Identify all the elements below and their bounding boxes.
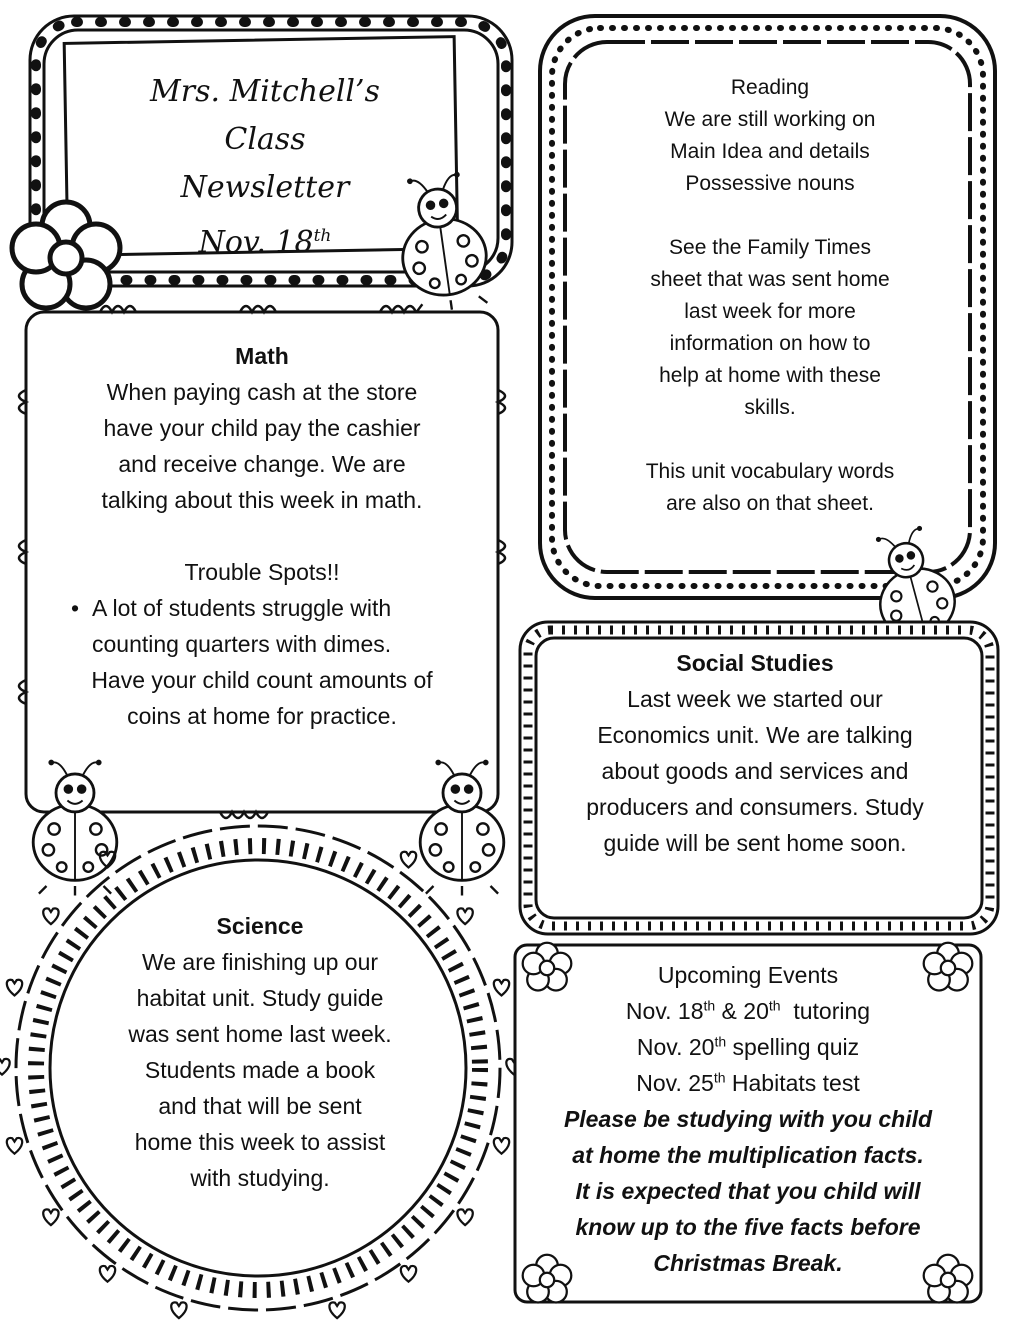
title-line-2: Class [224,122,306,157]
events-heading: Upcoming Events [657,962,839,988]
events-section [528,957,968,1281]
reading-line: last week for more [684,300,856,323]
heart-icon [43,908,58,924]
science-line: with studying. [190,1165,330,1191]
event-habitats-test: Nov. 25th Habitats test [636,1069,860,1096]
social-studies-line: about goods and services and [601,758,909,784]
social-studies-line: Economics unit. We are talking [597,722,913,748]
heart-icon [7,980,22,996]
trouble-spots-heading: Trouble Spots!! [184,559,340,585]
events-note-line: at home the multiplication facts. [572,1142,924,1168]
math-line: have your child pay the cashier [103,415,421,441]
heart-icon [329,1302,344,1318]
heart-icon [401,1266,416,1282]
title-line-1: Mrs. Mitchell’s [150,74,380,109]
social-studies-section [545,645,965,861]
reading-line: sheet that was sent home [650,268,890,291]
science-line: and that will be sent [158,1093,362,1119]
heart-icon [457,1209,472,1225]
science-line: We are finishing up our [141,949,379,975]
reading-heading: Reading [730,76,810,99]
event-spelling-quiz: Nov. 20th spelling quiz [636,1033,860,1060]
math-line: and receive change. We are [118,451,406,477]
heart-icon [43,1209,58,1225]
math-heading: Math [235,343,289,369]
reading-line: See the Family Times [669,236,871,259]
science-heading: Science [216,913,304,939]
math-line: When paying cash at the store [106,379,418,405]
reading-line: This unit vocabulary words [645,460,895,483]
reading-line: help at home with these [659,364,881,387]
heart-icon [0,1059,10,1075]
trouble-spot-item: • A lot of students struggle with counting quarters with dimes. [52,590,472,662]
newsletter-title [90,68,440,267]
science-line: habitat unit. Study guide [136,985,384,1011]
events-note-line: know up to the five facts before [575,1214,921,1240]
heart-icon [7,1138,22,1154]
math-line: talking about this week in math. [101,487,423,513]
bullet-icon: • [70,595,80,621]
events-note-line: Christmas Break. [653,1250,843,1276]
title-line-3: Newsletter [180,170,350,205]
events-note-line: It is expected that you child will [575,1178,921,1204]
social-studies-heading: Social Studies [676,650,834,676]
math-section [52,338,472,734]
events-note-line: Please be studying with you child [563,1106,933,1132]
science-line: was sent home last week. [128,1021,392,1047]
heart-icon [100,1266,115,1282]
heart-icon [494,980,509,996]
title-date: Nov. 18th [198,225,332,260]
heart-icon [457,908,472,924]
event-tutoring: Nov. 18th & 20th tutoring [625,997,871,1024]
heart-icon [494,1138,509,1154]
reading-line: information on how to [669,332,871,355]
science-line: home this week to assist [134,1129,386,1155]
reading-line: We are still working on [664,108,876,131]
reading-line: Main Idea and details [670,140,870,163]
heart-icon [171,1302,186,1318]
science-line: Students made a book [144,1057,376,1083]
reading-line: Possessive nouns [685,172,855,195]
math-line: coins at home for practice. [127,703,397,729]
math-line: Have your child count amounts of [91,667,433,693]
social-studies-line: guide will be sent home soon. [603,830,907,856]
social-studies-line: producers and consumers. Study [586,794,924,820]
reading-line: are also on that sheet. [666,492,874,515]
science-section [96,908,424,1196]
social-studies-line: Last week we started our [627,686,883,712]
reading-section [600,72,940,520]
heart-icon [401,852,416,868]
reading-line: skills. [744,396,796,419]
